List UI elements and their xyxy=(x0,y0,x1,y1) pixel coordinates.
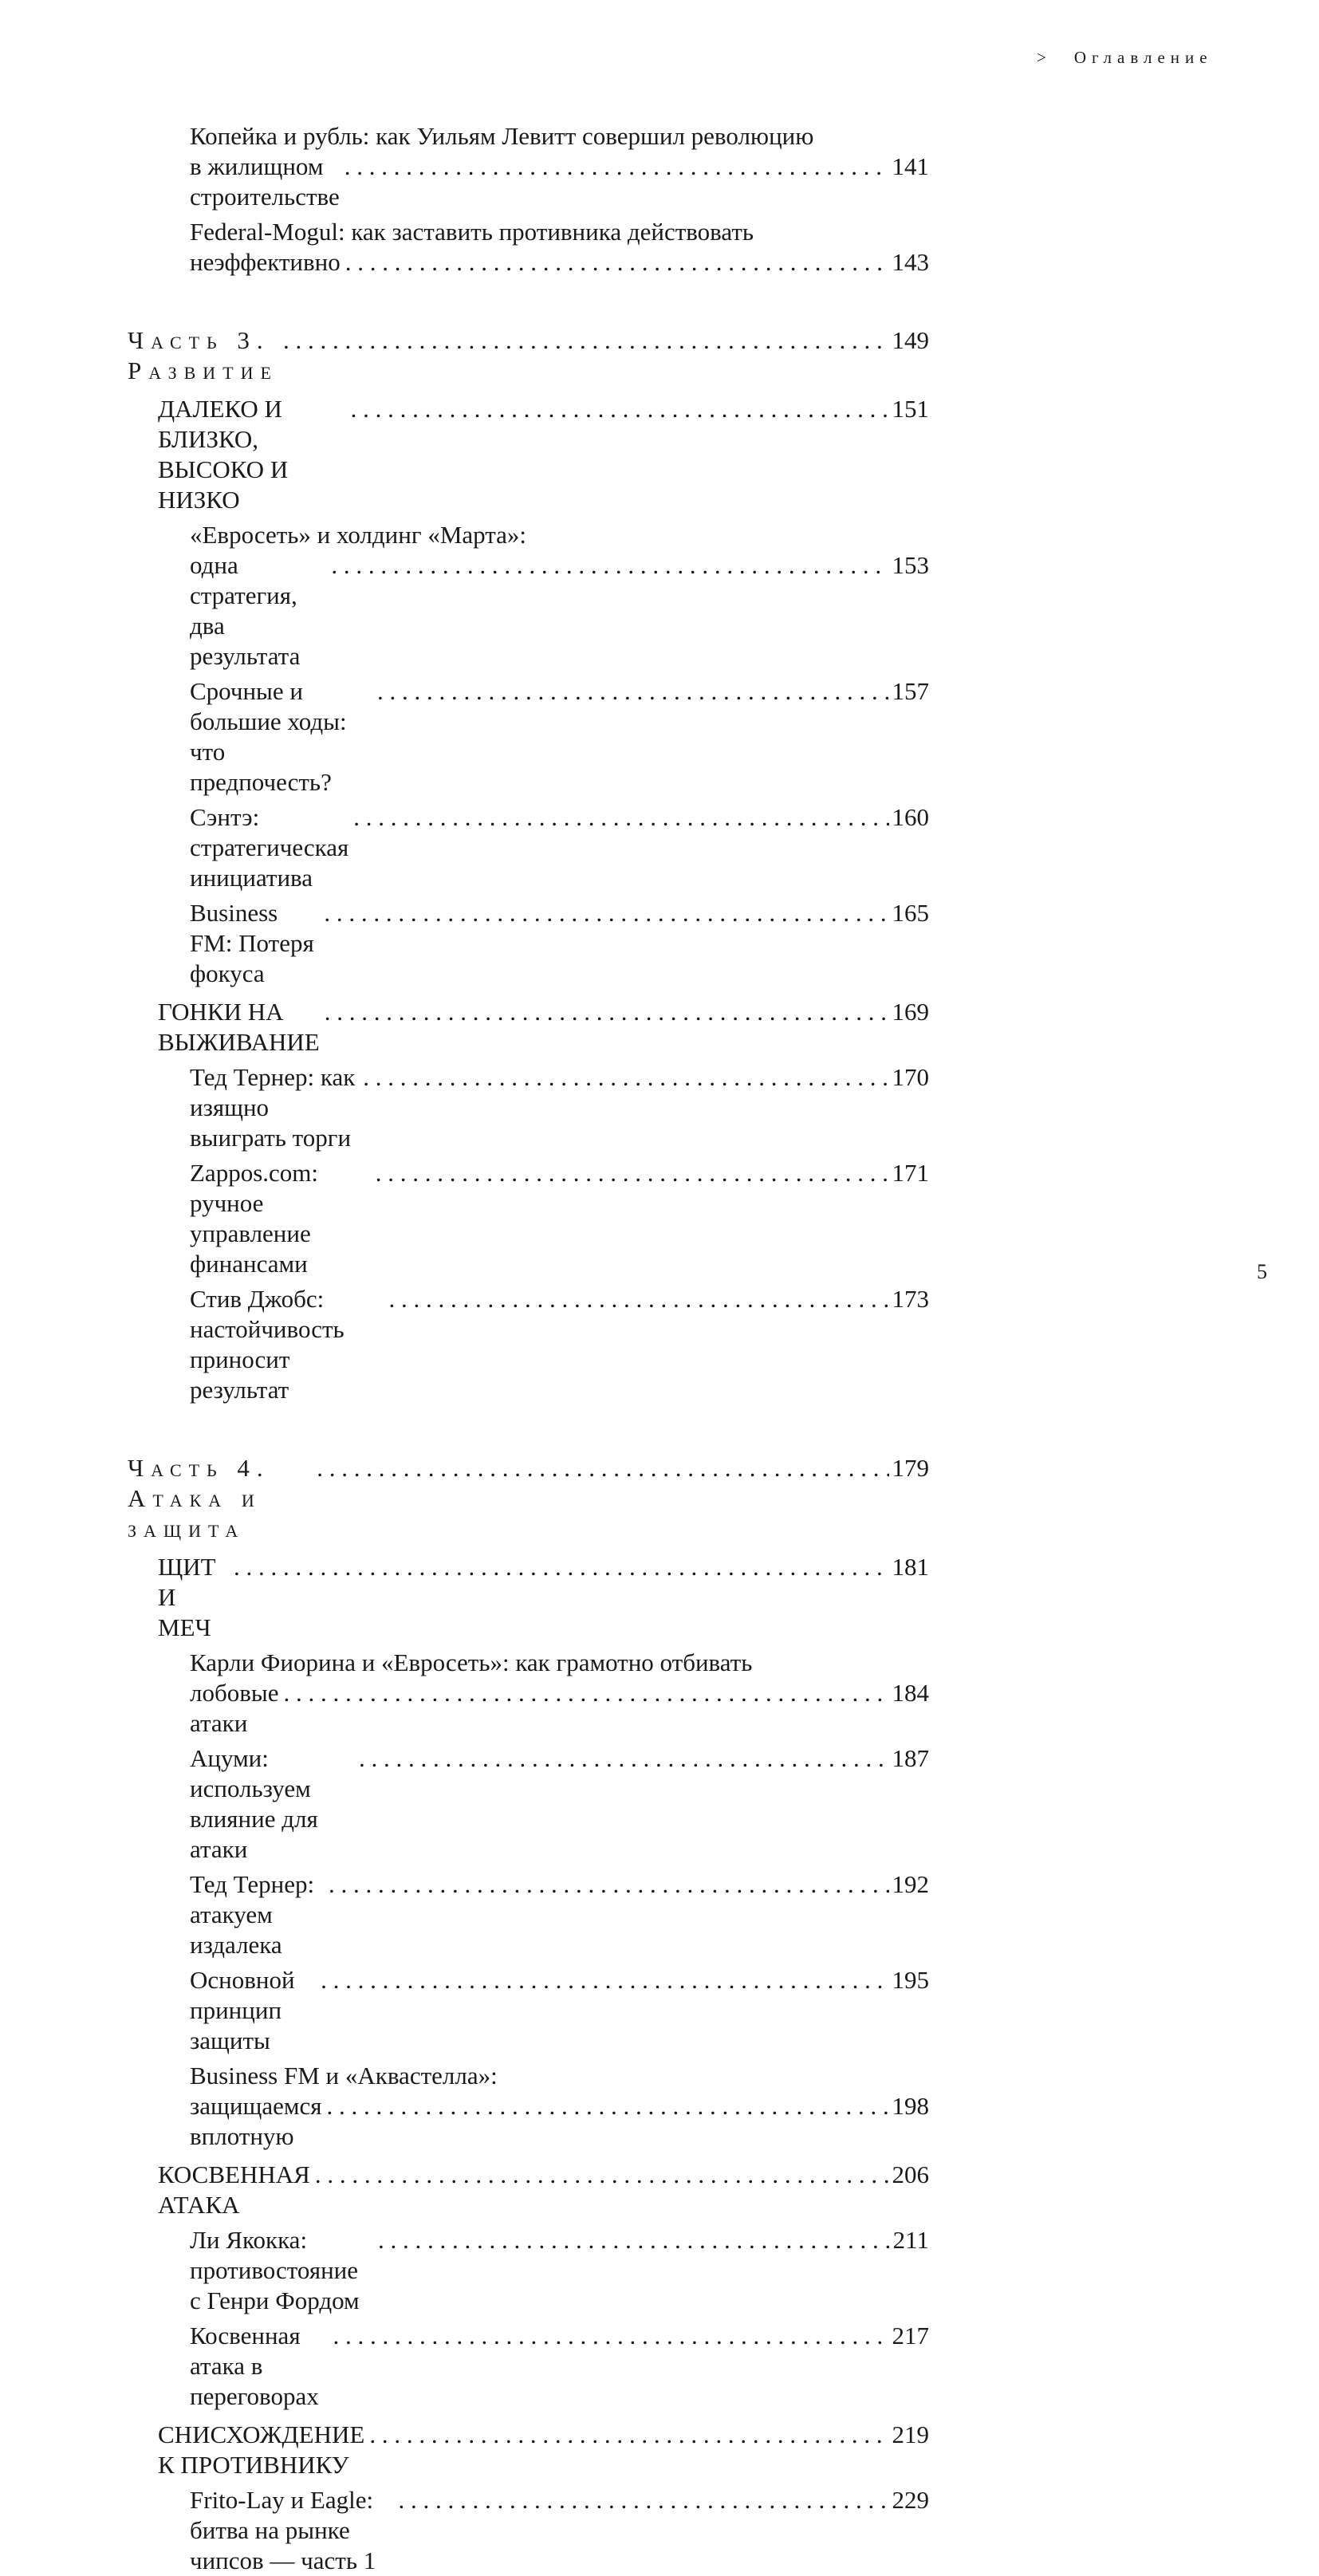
toc-section-entry[interactable] xyxy=(190,2321,929,2412)
toc-section-entry[interactable] xyxy=(190,217,929,278)
toc-section-title: Стив Джобс: настойчивость приносит результат xyxy=(190,1285,345,1404)
dot-leader xyxy=(283,1678,888,1708)
toc-entry-title-line: в жилищном строительстве xyxy=(190,152,340,211)
toc-entry-title-line: неэффективно xyxy=(190,248,341,276)
toc-entry-page: 229 xyxy=(892,2486,929,2514)
toc-entry-title-line: «Евросеть» и холдинг «Марта»: xyxy=(190,521,527,549)
running-head-title: Оглавление xyxy=(1073,48,1213,67)
toc-entry-page: 165 xyxy=(892,899,929,927)
table-of-contents xyxy=(128,121,929,2576)
running-head xyxy=(1037,48,1276,68)
toc-chapter-entry[interactable] xyxy=(158,2420,929,2480)
toc-section-entry[interactable] xyxy=(190,1648,929,1739)
dot-leader xyxy=(324,898,888,928)
toc-entry-page: 179 xyxy=(892,1454,929,1482)
toc-part-entry[interactable] xyxy=(128,325,929,386)
dot-leader xyxy=(331,550,888,581)
dot-leader xyxy=(369,2420,888,2450)
toc-entry-page: 143 xyxy=(892,248,929,276)
toc-chapter-entry[interactable] xyxy=(158,1552,929,1643)
toc-chapter-title: ГОНКИ НА ВЫЖИВАНИЕ xyxy=(158,998,320,1056)
toc-entry-page: 192 xyxy=(892,1870,929,1898)
toc-entry-page: 187 xyxy=(892,1744,929,1772)
toc-entry-page: 211 xyxy=(892,2226,929,2254)
toc-chapter-title: ДАЛЕКО И БЛИЗКО, ВЫСОКО И НИЗКО xyxy=(158,395,289,514)
toc-entry-page: 184 xyxy=(892,1679,929,1707)
dot-leader xyxy=(345,152,889,182)
dot-leader xyxy=(234,1552,889,1582)
toc-section-entry[interactable] xyxy=(190,1965,929,2056)
toc-section-title: Косвенная атака в переговорах xyxy=(190,2322,319,2410)
toc-section-title: Тед Тернер: как изящно выиграть торги xyxy=(190,1063,356,1152)
toc-section-entry[interactable] xyxy=(190,676,929,798)
toc-chapter-title: ЩИТ И МЕЧ xyxy=(158,1553,216,1641)
toc-section-title: Zappos.com: ручное управление финансами xyxy=(190,1159,318,1278)
toc-entry-page: 141 xyxy=(892,152,929,180)
toc-entry-page: 181 xyxy=(892,1553,929,1581)
toc-section-title: Сэнтэ: стратегическая инициатива xyxy=(190,803,349,892)
toc-entry-page: 195 xyxy=(892,1966,929,1994)
dot-leader xyxy=(325,997,889,1027)
toc-chapter-entry[interactable] xyxy=(158,997,929,1058)
toc-section-entry[interactable] xyxy=(190,1158,929,1279)
chevron-right-icon: > xyxy=(1037,48,1052,67)
dot-leader xyxy=(363,1062,888,1093)
dot-leader xyxy=(376,1158,889,1188)
toc-chapter-title: КОСВЕННАЯ АТАКА xyxy=(158,2160,310,2219)
dot-leader xyxy=(321,1965,888,1995)
dot-leader xyxy=(327,2091,889,2121)
page-number: 5 xyxy=(1257,1260,1267,1283)
toc-chapter-title: СНИСХОЖДЕНИЕ К ПРОТИВНИКУ xyxy=(158,2420,365,2479)
toc-entry-page: 169 xyxy=(892,998,929,1026)
toc-entry-page: 206 xyxy=(892,2160,929,2188)
toc-entry-page: 160 xyxy=(892,803,929,831)
toc-entry-title-line: лобовые атаки xyxy=(190,1679,279,1737)
dot-leader xyxy=(377,676,888,707)
toc-entry-page: 149 xyxy=(892,326,929,354)
toc-entry-page: 153 xyxy=(892,551,929,579)
toc-entry-page: 170 xyxy=(892,1063,929,1091)
toc-section-title: Frito-Lay и Eagle: битва на рынке чипсов — часть 1 xyxy=(190,2486,376,2574)
toc-section-entry[interactable] xyxy=(190,520,929,672)
toc-section-entry[interactable] xyxy=(190,121,929,212)
toc-entry-page: 171 xyxy=(892,1159,929,1187)
toc-section-title: Ли Якокка: противостояние с Генри Фордом xyxy=(190,2226,360,2314)
toc-part-title: Часть 4. Атака и защита xyxy=(128,1454,270,1542)
toc-entry-page: 157 xyxy=(892,677,929,705)
toc-section-title: Business FM: Потеря фокуса xyxy=(190,899,314,987)
toc-section-title: Срочные и большие ходы: что предпочесть? xyxy=(190,677,347,796)
toc-part-title: Часть 3. Развитие xyxy=(128,326,278,384)
dot-leader xyxy=(378,2225,890,2255)
dot-leader xyxy=(345,247,889,278)
dot-leader xyxy=(353,802,888,833)
toc-chapter-entry[interactable] xyxy=(158,2160,929,2220)
toc-section-entry[interactable] xyxy=(190,1743,929,1865)
dot-leader xyxy=(283,325,889,356)
toc-section-entry[interactable] xyxy=(190,1284,929,1405)
dot-leader xyxy=(317,1453,888,1483)
toc-entry-page: 173 xyxy=(892,1285,929,1313)
toc-section-entry[interactable] xyxy=(190,2225,929,2316)
dot-leader xyxy=(351,394,889,424)
toc-entry-page: 217 xyxy=(892,2322,929,2350)
toc-section-entry[interactable] xyxy=(190,1062,929,1153)
toc-entry-page: 219 xyxy=(892,2420,929,2448)
toc-entry-page: 198 xyxy=(892,2092,929,2120)
dot-leader xyxy=(388,1284,888,1314)
dot-leader xyxy=(333,2321,889,2351)
toc-entry-title-line: Business FM и «Аквастелла»: xyxy=(190,2062,498,2090)
dot-leader xyxy=(329,1869,889,1900)
toc-entry-title-line: одна стратегия, два результата xyxy=(190,551,301,670)
toc-entry-title-line: Federal-Mogul: как заставить противника действовать xyxy=(190,218,754,246)
toc-section-entry[interactable] xyxy=(190,1869,929,1960)
toc-part-entry[interactable] xyxy=(128,1453,929,1544)
toc-section-entry[interactable] xyxy=(190,2061,929,2152)
toc-entry-title-line: Копейка и рубль: как Уильям Левитт совершил революцию xyxy=(190,122,814,150)
toc-section-entry[interactable] xyxy=(190,898,929,989)
toc-entry-page: 151 xyxy=(892,395,929,423)
toc-section-entry[interactable] xyxy=(190,802,929,893)
toc-section-title: Ацуми: используем влияние для атаки xyxy=(190,1744,318,1863)
dot-leader xyxy=(399,2485,889,2515)
toc-chapter-entry[interactable] xyxy=(158,394,929,515)
dot-leader xyxy=(315,2160,889,2190)
toc-section-title: Основной принцип защиты xyxy=(190,1966,295,2054)
toc-entry-title-line: Карли Фиорина и «Евросеть»: как грамотно отбивать xyxy=(190,1648,753,1676)
toc-section-title: Тед Тернер: атакуем издалека xyxy=(190,1870,315,1959)
toc-entry-title-line: защищаемся вплотную xyxy=(190,2092,322,2150)
toc-section-entry[interactable] xyxy=(190,2485,929,2576)
dot-leader xyxy=(359,1743,889,1774)
